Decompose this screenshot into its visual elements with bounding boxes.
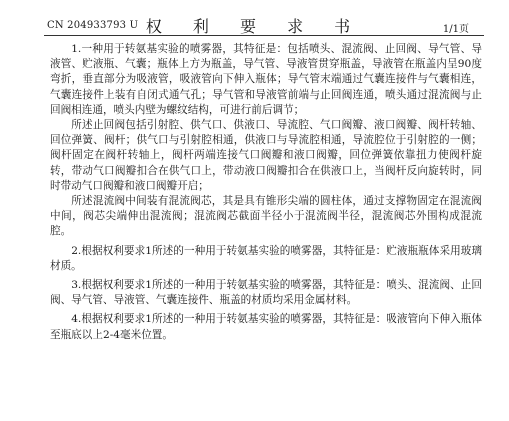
page-header (0, 0, 509, 38)
document-number: CN 204933793 U (47, 20, 139, 31)
claim-2-paragraph: 2.根据权利要求1所述的一种用于转氨基实验的喷雾器，其特征是：贮液瓶瓶体采用玻璃材质。 (50, 244, 482, 272)
claim-4-paragraph: 4.根据权利要求1所述的一种用于转氨基实验的喷雾器，其特征是：吸液管向下伸入瓶体至瓶底以上2-4毫米位置。 (50, 313, 482, 341)
header-divider (44, 35, 484, 36)
claim-1-check-valve-paragraph: 所述止回阀包括引射腔、供气口、供液口、导流腔、气口阀瓣、液口阀瓣、阀杆转轴、回位弹簧、阀杆；供气口与引射腔相通，供液口与导流腔相通，导流腔位于引射腔的一侧；阀杆固定在阀杆转轴上，阀杆两端连接气口阀瓣和液口阀瓣，回位弹簧依靠扭力使阀杆旋转，带动气口阀瓣扣合在供气口上，带动液口阀瓣扣合在供液口上，当阀杆反向旋转时，同时带动气口阀瓣和液口阀瓣开启； (50, 119, 482, 192)
page-number: 1/1页 (442, 24, 469, 35)
claims-body (50, 42, 482, 343)
claim-1-mixing-valve-paragraph: 所述混流阀中间装有混流阀芯，其是具有锥形尖端的圆柱体，通过支撑物固定在混流阀中间，阀芯尖端伸出混流阀；混流阀芯截面半径小于混流阀半径，混流阀芯外围构成混流腔。 (50, 195, 482, 238)
document-title: 权 利 要 求 书 (145, 17, 364, 36)
claim-3-paragraph: 3.根据权利要求1所述的一种用于转氨基实验的喷雾器，其特征是：喷头、混流阀、止回阀、导气管、导液管、气囊连接件、瓶盖的材质均采用金属材料。 (50, 279, 482, 307)
claim-1-paragraph: 1.一种用于转氨基实验的喷雾器，其特征是：包括喷头、混流阀、止回阀、导气管、导液管、贮液瓶、气囊；瓶体上方为瓶盖，导气管、导液管贯穿瓶盖，导液管在瓶盖内呈90度弯折，垂直部分为吸液管，吸液管向下伸入瓶体；导气管末端通过气囊连接件与气囊相连，气囊连接件上装有自闭式通气孔；导气管和导液管前端与止回阀连通，喷头通过混流阀与止回阀相连通，喷头内壁为螺纹结构，可进行前后调节； (50, 43, 482, 116)
